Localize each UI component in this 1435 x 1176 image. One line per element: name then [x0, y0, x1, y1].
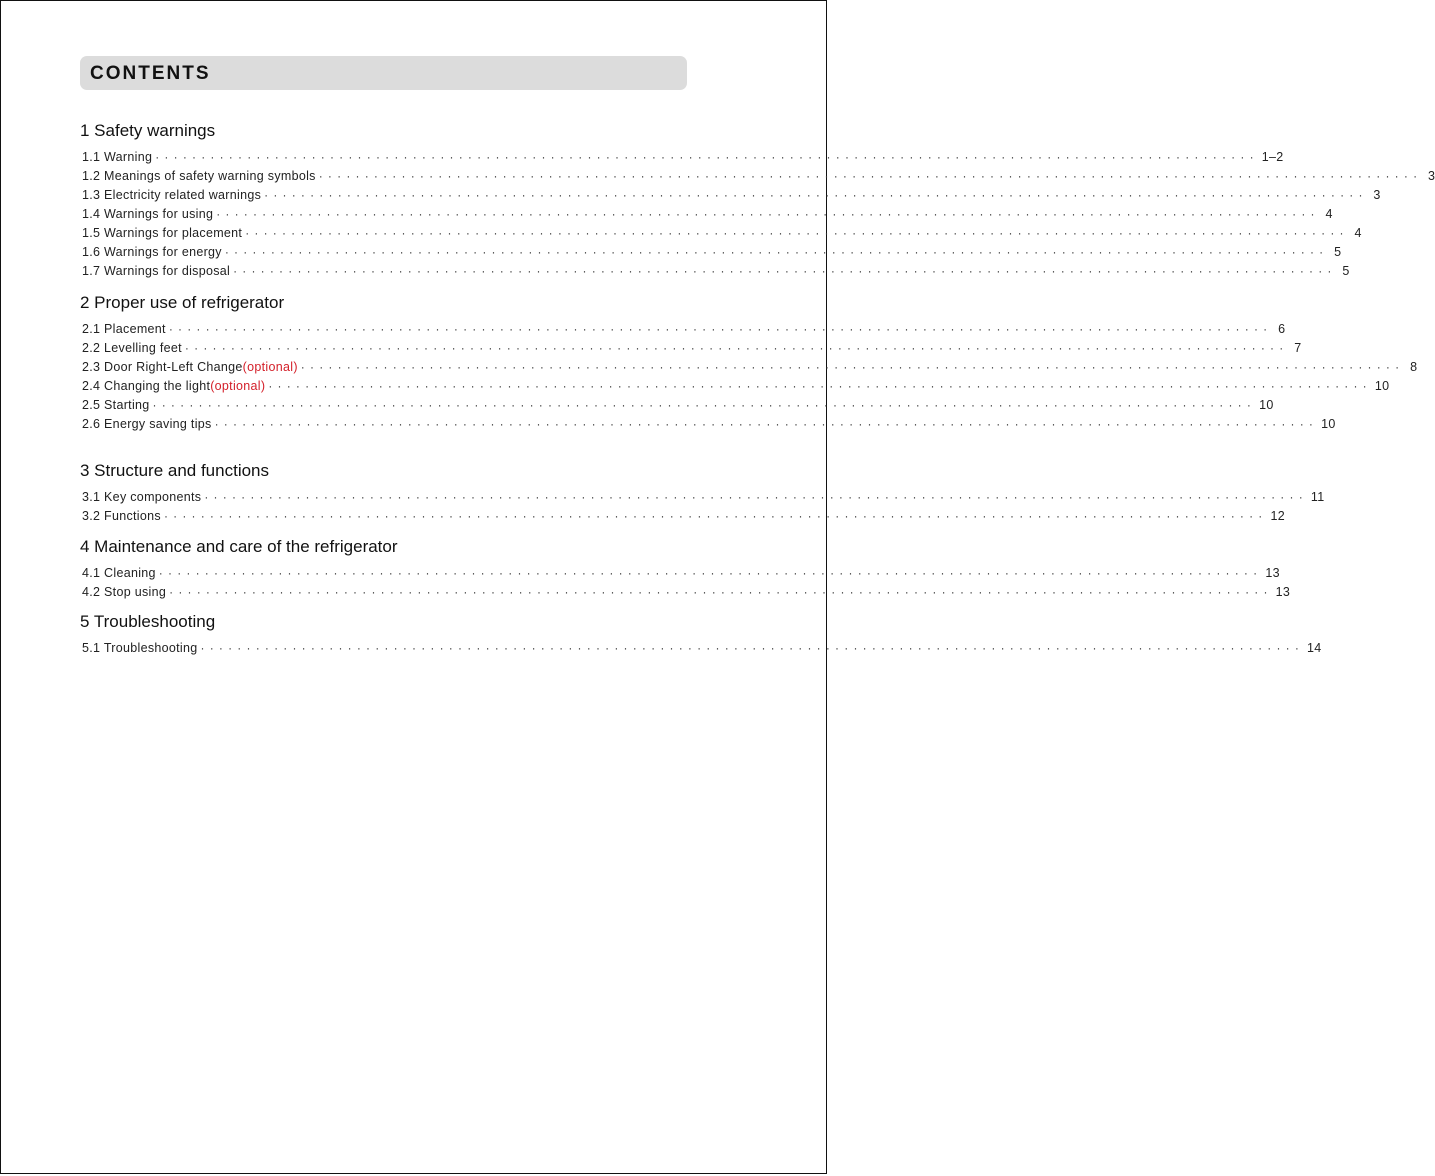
toc-entry[interactable] [80, 259, 1350, 278]
toc-entry-title: 1.4 Warnings for using [82, 207, 214, 221]
toc-leader-dots: ························································································································ [200, 641, 1305, 655]
toc-entry[interactable] [80, 636, 1322, 655]
toc-page-number: 14 [1307, 641, 1322, 655]
toc-entry-title: 1.5 Warnings for placement [82, 226, 243, 240]
toc-leader-dots: ························································································································ [318, 169, 1423, 183]
toc-entry-title: 2.1 Placement [82, 322, 166, 336]
toc-entry-optional-tag: (optional) [242, 360, 298, 374]
toc-entry[interactable] [80, 412, 1336, 431]
toc-page-number: 3 [1428, 169, 1435, 183]
toc-page-number: 5 [1342, 264, 1350, 278]
toc-leader-dots: ························································································································ [214, 417, 1319, 431]
toc-page-number: 3 [1373, 188, 1381, 202]
section-title: 1 Safety warnings [80, 121, 216, 140]
toc-page-number: 13 [1265, 566, 1280, 580]
toc-entry[interactable] [80, 221, 1362, 240]
toc-entry-label [82, 264, 230, 278]
toc-entry-label [82, 207, 213, 221]
toc-entry-label [82, 585, 166, 599]
section-title: 5 Troubleshooting [80, 612, 216, 631]
toc-entry-label [82, 641, 198, 655]
toc-entry-title: 2.4 Changing the light [82, 379, 211, 393]
toc-entry-title: 1.7 Warnings for disposal [82, 264, 231, 278]
toc-entry-label [82, 245, 222, 259]
toc-entry-title: 5.1 Troubleshooting [82, 641, 198, 655]
toc-leader-dots: ························································································································ [152, 398, 1257, 412]
toc-entry[interactable] [80, 580, 1291, 599]
toc-entry-title: 3.2 Functions [82, 509, 161, 523]
toc-section-2 [80, 292, 1418, 431]
toc-entry[interactable] [80, 374, 1390, 393]
toc-entry-title: 1.1 Warning [82, 150, 153, 164]
toc-entry-label [82, 360, 298, 374]
toc-section-4 [80, 536, 1291, 599]
toc-entry-title: 3.1 Key components [82, 490, 202, 504]
toc-page-number: 5 [1334, 245, 1342, 259]
toc-entry-label [82, 150, 152, 164]
section-title: 4 Maintenance and care of the refrigerator [80, 537, 398, 556]
toc-entry[interactable] [80, 202, 1333, 221]
toc-leader-dots: ························································································································ [233, 264, 1337, 278]
toc-entry-label [82, 379, 265, 393]
toc-page-number: 10 [1321, 417, 1336, 431]
toc-entry-label [82, 226, 242, 240]
toc-entry-title: 1.6 Warnings for energy [82, 245, 222, 259]
toc-page-number: 4 [1354, 226, 1362, 240]
toc-leader-dots: ························································································································ [204, 490, 1308, 504]
toc-entry-title: 2.3 Door Right-Left Change [82, 360, 243, 374]
toc-leader-dots: ························································································································ [168, 322, 1273, 336]
toc-leader-dots: ························································································································ [264, 188, 1368, 202]
toc-leader-dots: ························································································································ [158, 566, 1263, 580]
toc-entry-label [82, 417, 212, 431]
toc-entry[interactable] [80, 561, 1280, 580]
toc-entry-label [82, 341, 182, 355]
toc-entry[interactable] [80, 317, 1286, 336]
section-title: 2 Proper use of refrigerator [80, 293, 285, 312]
toc-page-number: 11 [1310, 490, 1325, 504]
toc-entry-title: 4.2 Stop using [82, 585, 167, 599]
contents-header-bar [80, 56, 687, 90]
toc-entry-title: 2.5 Starting [82, 398, 150, 412]
toc-leader-dots: ························································································································ [245, 226, 1349, 240]
toc-leader-dots: ························································································································ [184, 341, 1289, 355]
toc-entry-title: 2.6 Energy saving tips [82, 417, 212, 431]
toc-page-number: 8 [1410, 360, 1418, 374]
toc-entry[interactable] [80, 393, 1274, 412]
toc-section-5 [80, 611, 1322, 655]
toc-entry[interactable] [80, 504, 1285, 523]
toc-section-1 [80, 120, 1435, 278]
toc-leader-dots: ························································································································ [169, 585, 1273, 599]
toc-entry[interactable] [80, 355, 1418, 374]
toc-entry-title: 1.2 Meanings of safety warning symbols [82, 169, 316, 183]
toc-entry-title: 4.1 Cleaning [82, 566, 156, 580]
contents-title: CONTENTS [90, 63, 211, 84]
toc-page-number: 10 [1259, 398, 1274, 412]
toc-entry[interactable] [80, 336, 1302, 355]
section-title: 3 Structure and functions [80, 461, 270, 480]
toc-entry[interactable] [80, 183, 1381, 202]
toc-entry-title: 1.3 Electricity related warnings [82, 188, 262, 202]
toc-page-number: 6 [1278, 322, 1286, 336]
toc-page-number: 1–2 [1261, 150, 1284, 164]
toc-entry-label [82, 490, 201, 504]
toc-page-number: 7 [1294, 341, 1302, 355]
toc-section-3 [80, 460, 1325, 523]
toc-entry[interactable] [80, 145, 1284, 164]
toc-page-number: 13 [1275, 585, 1291, 599]
toc-entry-label [82, 509, 161, 523]
toc-entry-title: 2.2 Levelling feet [82, 341, 182, 355]
toc-entry[interactable] [80, 485, 1325, 504]
toc-leader-dots: ························································································································ [163, 509, 1268, 523]
toc-entry-label [82, 169, 316, 183]
toc-entry-label [82, 322, 166, 336]
toc-entry-label [82, 188, 261, 202]
toc-leader-dots: ························································································································ [216, 207, 1320, 221]
toc-leader-dots: ························································································································ [268, 379, 1372, 393]
toc-entry-label [82, 566, 156, 580]
toc-entry[interactable] [80, 164, 1435, 183]
toc-entry-label [82, 398, 150, 412]
toc-page-number: 10 [1374, 379, 1390, 393]
toc-entry-optional-tag: (optional) [210, 379, 266, 393]
toc-leader-dots: ························································································································ [300, 360, 1405, 374]
toc-page-number: 12 [1270, 509, 1285, 523]
toc-page-number: 4 [1325, 207, 1333, 221]
toc-entry[interactable] [80, 240, 1342, 259]
toc-leader-dots: ························································································································ [155, 150, 1259, 164]
toc-leader-dots: ························································································································ [224, 245, 1329, 259]
